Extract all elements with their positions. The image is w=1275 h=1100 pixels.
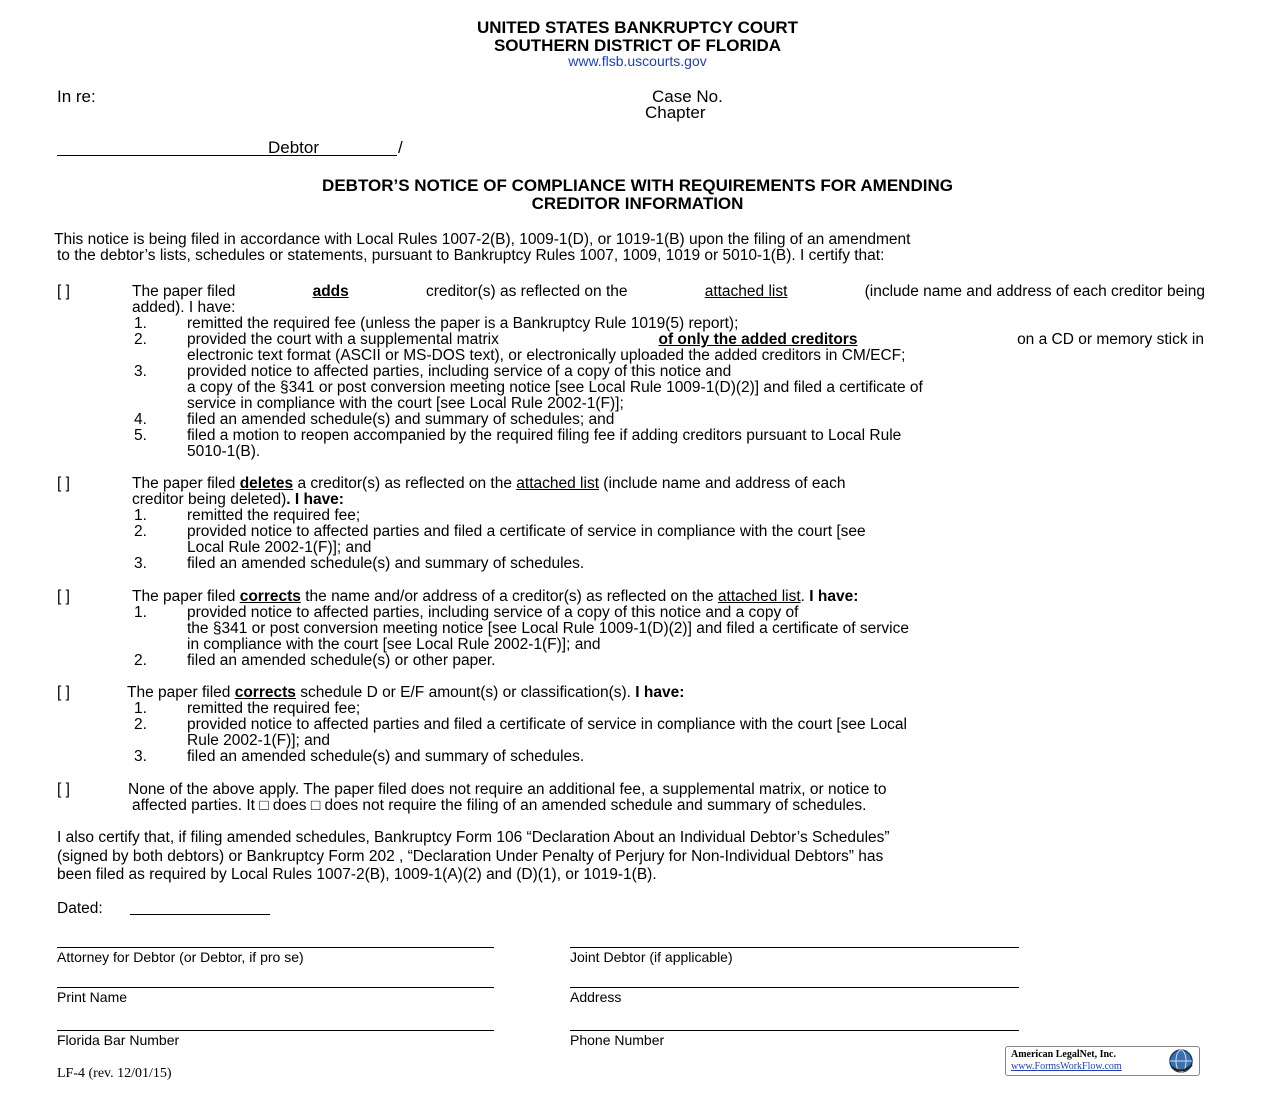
dated-label: Dated: xyxy=(57,900,103,917)
adds-item2-emphasis: of only the added creditors xyxy=(658,331,858,348)
adds-continuation: added). I have: xyxy=(132,299,236,316)
deletes-item-line: provided notice to affected parties and filed a certificate of service in compliance with the court [see xyxy=(187,523,866,540)
adds-post: (include name and address of each creditor being xyxy=(864,283,1205,300)
adds-item-num: 3. xyxy=(134,363,147,380)
attorney-signature-line[interactable] xyxy=(57,947,494,948)
deletes-item-line: remitted the required fee; xyxy=(187,507,361,524)
deletes-i-have: . I have: xyxy=(286,491,344,508)
deletes-item-num: 3. xyxy=(134,555,147,572)
corrects-name-mid: the name and/or address of a creditor(s) as reflected on the xyxy=(300,588,718,605)
corrects-schedule-item-line: remitted the required fee; xyxy=(187,700,361,717)
corrects-name-item-line: filed an amended schedule(s) or other paper. xyxy=(187,652,496,669)
checkbox-corrects-name[interactable]: [ ] xyxy=(57,588,70,605)
corrects-name-i-have: I have: xyxy=(804,588,859,605)
adds-item-line: remitted the required fee (unless the paper is a Bankruptcy Rule 1019(5) report); xyxy=(187,315,739,332)
brand-badge[interactable] xyxy=(1005,1046,1200,1076)
adds-item-line: 5010-1(B). xyxy=(187,443,261,460)
joint-debtor-label: Joint Debtor (if applicable) xyxy=(570,949,733,965)
intro-line2: to the debtor’s lists, schedules or statements, pursuant to Bankruptcy Rules 1007, 1009, 1019 or 5010-1(B). I certify that: xyxy=(57,247,885,264)
corrects-schedule-item-num: 2. xyxy=(134,716,147,733)
form-id: LF-4 (rev. 12/01/15) xyxy=(57,1066,172,1081)
court-website-link[interactable]: www.flsb.uscourts.gov xyxy=(568,53,707,69)
none-apply-line1: None of the above apply. The paper filed does not require an additional fee, a supplemental matrix, or notice to xyxy=(128,781,887,798)
address-label: Address xyxy=(570,989,622,1005)
adds-item-line: service in compliance with the court [see Local Rule 2002-1(F)]; xyxy=(187,395,624,412)
corrects-schedule-item-num: 1. xyxy=(134,700,147,717)
adds-item-num: 4. xyxy=(134,411,147,428)
corrects-name-item-line: provided notice to affected parties, including service of a copy of this notice and a copy of xyxy=(187,604,799,621)
joint-debtor-signature-line[interactable] xyxy=(570,947,1019,948)
deletes-item-line: Local Rule 2002-1(F)]; and xyxy=(187,539,372,556)
debtor-name-line[interactable] xyxy=(57,155,397,156)
certify-line1: I also certify that, if filing amended schedules, Bankruptcy Form 106 “Declaration About an Individual Debtor’s Schedules” xyxy=(57,829,890,846)
print-name-line[interactable] xyxy=(57,987,494,988)
corrects-schedule-item-num: 3. xyxy=(134,748,147,765)
adds-attached-list: attached list xyxy=(704,283,788,300)
chapter-label: Chapter xyxy=(645,103,706,122)
corrects-schedule-item-line: filed an amended schedule(s) and summary of schedules. xyxy=(187,748,585,765)
checkbox-corrects-schedule[interactable]: [ ] xyxy=(57,684,70,701)
adds-item2-pre: provided the court with a supplemental matrix xyxy=(187,331,499,348)
print-name-label: Print Name xyxy=(57,989,128,1005)
adds-item-line: electronic text format (ASCII or MS-DOS text), or electronically uploaded the added creditors in CM/ECF; xyxy=(187,347,906,364)
deletes-item-line: filed an amended schedule(s) and summary of schedules. xyxy=(187,555,585,572)
certify-line2: (signed by both debtors) or Bankruptcy Form 202 , “Declaration Under Penalty of Perjury for Non-Individual Debtors” has xyxy=(57,848,884,865)
deletes-keyword: deletes xyxy=(239,475,294,492)
brand-url: www.FormsWorkFlow.com xyxy=(1011,1061,1122,1072)
corrects-name-item-line: in compliance with the court [see Local Rule 2002-1(F)]; and xyxy=(187,636,601,653)
certify-line3: been filed as required by Local Rules 1007-2(B), 1009-1(A)(2) and (D)(1), or 1019-1(B). xyxy=(57,866,657,883)
adds-item-line: provided notice to affected parties, including service of a copy of this notice and xyxy=(187,363,732,380)
corrects-name-item-num: 2. xyxy=(134,652,147,669)
corrects-name-item-line: the §341 or post conversion meeting notice [see Local Rule 1009-1(D)(2)] and filed a certificate of service xyxy=(187,620,909,637)
attorney-label: Attorney for Debtor (or Debtor, if pro se) xyxy=(57,949,304,965)
corrects-name-pre: The paper filed xyxy=(132,588,240,605)
corrects-schedule-item-line: Rule 2002-1(F)]; and xyxy=(187,732,331,749)
deletes-item-num: 1. xyxy=(134,507,147,524)
address-line[interactable] xyxy=(570,987,1019,988)
corrects-name-keyword: corrects xyxy=(239,588,301,605)
phone-number-label: Phone Number xyxy=(570,1032,665,1048)
corrects-name-item-num: 1. xyxy=(134,604,147,621)
dated-field[interactable] xyxy=(130,914,270,915)
phone-number-line[interactable] xyxy=(570,1030,1019,1031)
checkbox-none-apply[interactable]: [ ] xyxy=(57,781,70,798)
adds-pre: The paper filed xyxy=(132,283,236,300)
adds-keyword: adds xyxy=(312,283,349,300)
bar-number-label: Florida Bar Number xyxy=(57,1032,180,1048)
corrects-schedule-i-have: I have: xyxy=(631,684,685,701)
section-adds-heading xyxy=(132,283,1205,301)
deletes-pre: The paper filed xyxy=(132,475,240,492)
adds-item-line: a copy of the §341 or post conversion meeting notice [see Local Rule 1009-1(D)(2)] and filed a certificate of xyxy=(187,379,923,396)
globe-icon xyxy=(1167,1048,1195,1074)
deletes-item-num: 2. xyxy=(134,523,147,540)
checkbox-adds[interactable]: [ ] xyxy=(57,283,70,300)
notice-title-line2: CREDITOR INFORMATION xyxy=(531,194,744,213)
bar-number-line[interactable] xyxy=(57,1030,494,1031)
adds-item-num: 1. xyxy=(134,315,147,332)
notice-title-line1: DEBTOR’S NOTICE OF COMPLIANCE WITH REQUIREMENTS FOR AMENDING xyxy=(322,176,953,195)
intro-line1: This notice is being filed in accordance with Local Rules 1007-2(B), 1009-1(D), or 1019-1(B) upon the filing of an amendment xyxy=(54,231,911,248)
in-re-label: In re: xyxy=(57,87,96,106)
district-name: SOUTHERN DISTRICT OF FLORIDA xyxy=(493,36,782,55)
deletes-cont: creditor being deleted) xyxy=(132,491,287,508)
debtor-label: Debtor xyxy=(268,138,320,157)
corrects-schedule-keyword: corrects xyxy=(234,684,296,701)
caption-slash: / xyxy=(398,138,403,157)
adds-item-num: 5. xyxy=(134,427,147,444)
brand-name: American LegalNet, Inc. xyxy=(1011,1049,1116,1060)
checkbox-deletes[interactable]: [ ] xyxy=(57,475,70,492)
deletes-attached-list: attached list xyxy=(516,475,599,492)
corrects-name-attached-list: attached list xyxy=(717,588,801,605)
deletes-post: (include name and address of each xyxy=(599,475,846,492)
adds-item2-post: on a CD or memory stick in xyxy=(1017,331,1204,348)
court-name: UNITED STATES BANKRUPTCY COURT xyxy=(476,18,799,37)
case-no-label: Case No. xyxy=(652,87,723,106)
corrects-schedule-mid: schedule D or E/F amount(s) or classification(s). xyxy=(295,684,631,701)
none-apply-line2: affected parties. It □ does □ does not require the filing of an amended schedule and summary of schedules. xyxy=(132,797,867,814)
adds-item-line: filed a motion to reopen accompanied by the required filing fee if adding creditors pursuant to Local Rule xyxy=(187,427,902,444)
corrects-name-post: . xyxy=(800,588,805,605)
corrects-schedule-item-line: provided notice to affected parties and filed a certificate of service in compliance with the court [see Local xyxy=(187,716,908,733)
adds-item-num: 2. xyxy=(134,331,147,348)
deletes-mid: a creditor(s) as reflected on the xyxy=(293,475,517,492)
corrects-schedule-pre: The paper filed xyxy=(127,684,235,701)
adds-mid: creditor(s) as reflected on the xyxy=(425,283,628,300)
adds-item-line: filed an amended schedule(s) and summary of schedules; and xyxy=(187,411,615,428)
